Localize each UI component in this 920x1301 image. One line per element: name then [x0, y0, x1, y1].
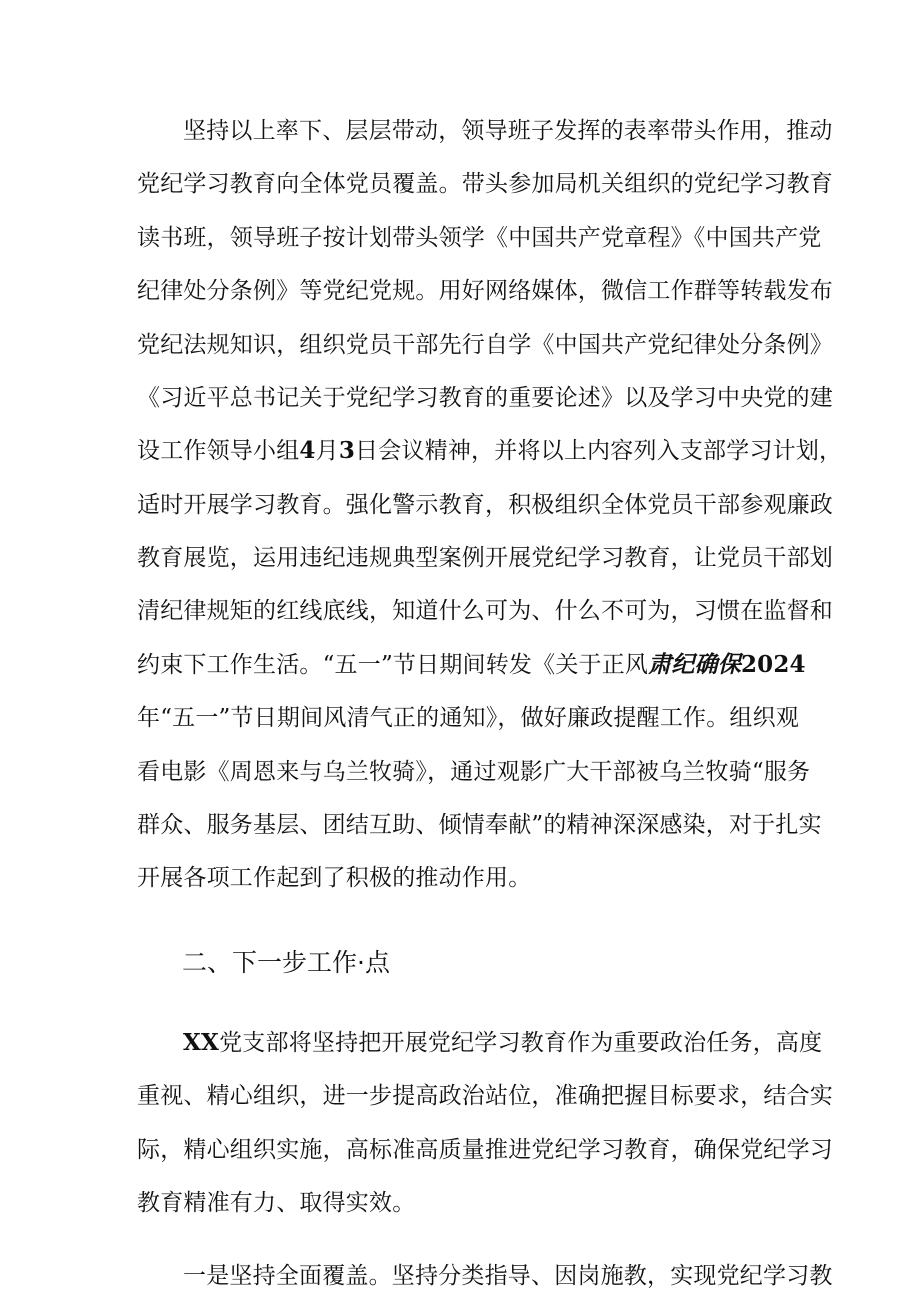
bold-number: 4: [299, 437, 316, 464]
paragraph-line: [183, 1023, 823, 1063]
paragraph-line: 《习近平总书记关于党纪学习教育的重要论述》以及学习中央党的建: [137, 385, 833, 411]
bold-italic-segment: 肃纪确保: [648, 651, 741, 678]
text-segment: 约束下工作生活。“五一”节日期间转发《关于正风: [137, 652, 649, 678]
bold-number: 2024: [740, 651, 806, 678]
section-heading: 二、下一步工作·点: [182, 948, 390, 977]
paragraph-line: 清纪律规矩的红线底线，知道什么可为、什么不可为，习惯在监督和: [137, 598, 833, 624]
paragraph-line: 群众、服务基层、团结互助、倾情奉献”的精神深深感染，对于扎实: [137, 812, 822, 838]
paragraph-line: 教育精准有力、取得实效。: [137, 1190, 416, 1216]
paragraph-line: 教育展览，运用违纪违规典型案例开展党纪学习教育，让党员干部划: [137, 545, 833, 571]
paragraph-line: 开展各项工作起到了积极的推动作用。: [137, 865, 532, 891]
paragraph-line: 读书班，领导班子按计划带头领学《中国共产党章程》《中国共产党: [137, 225, 822, 251]
paragraph-line: 重视、精心组织，进一步提高政治站位，准确把握目标要求，结合实: [137, 1083, 833, 1109]
text-segment: 设工作领导小组: [137, 438, 300, 464]
text-segment: 日会议精神，并将以上内容列入支部学习计划，: [355, 438, 843, 464]
paragraph-line: 党纪学习教育向全体党员覆盖。带头参加局机关组织的党纪学习教育: [137, 171, 833, 197]
text-segment: 党支部将坚持把开展党纪学习教育作为重要政治任务，高度: [219, 1030, 823, 1056]
paragraph-line: 党纪法规知识，组织党员干部先行自学《中国共产党纪律处分条例》: [137, 332, 833, 358]
paragraph-line: [137, 645, 806, 685]
paragraph-line: 适时开展学习教育。强化警示教育，积极组织全体党员干部参观廉政: [137, 492, 833, 518]
paragraph-line: 坚持以上率下、层层带动，领导班子发挥的表率带头作用，推动: [183, 118, 833, 144]
paragraph-line: 纪律处分条例》等党纪党规。用好网络媒体，微信工作群等转载发布: [137, 278, 833, 304]
paragraph-line: 际，精心组织实施，高标准高质量推进党纪学习教育，确保党纪学习: [137, 1137, 833, 1163]
text-segment: 月: [315, 438, 339, 464]
bold-number: 3: [338, 437, 356, 464]
paragraph-line: 年“五一”节日期间风清气正的通知》，做好廉政提醒工作。组织观: [137, 705, 800, 731]
paragraph-line: 看电影《周恩来与乌兰牧骑》，通过观影广大干部被乌兰牧骑“服务: [137, 759, 811, 785]
paragraph-line: 一是坚持全面覆盖。坚持分类指导、因岗施教，实现党纪学习教: [183, 1263, 833, 1289]
paragraph-line: [137, 431, 843, 471]
bold-abbreviation: XX: [183, 1029, 220, 1056]
